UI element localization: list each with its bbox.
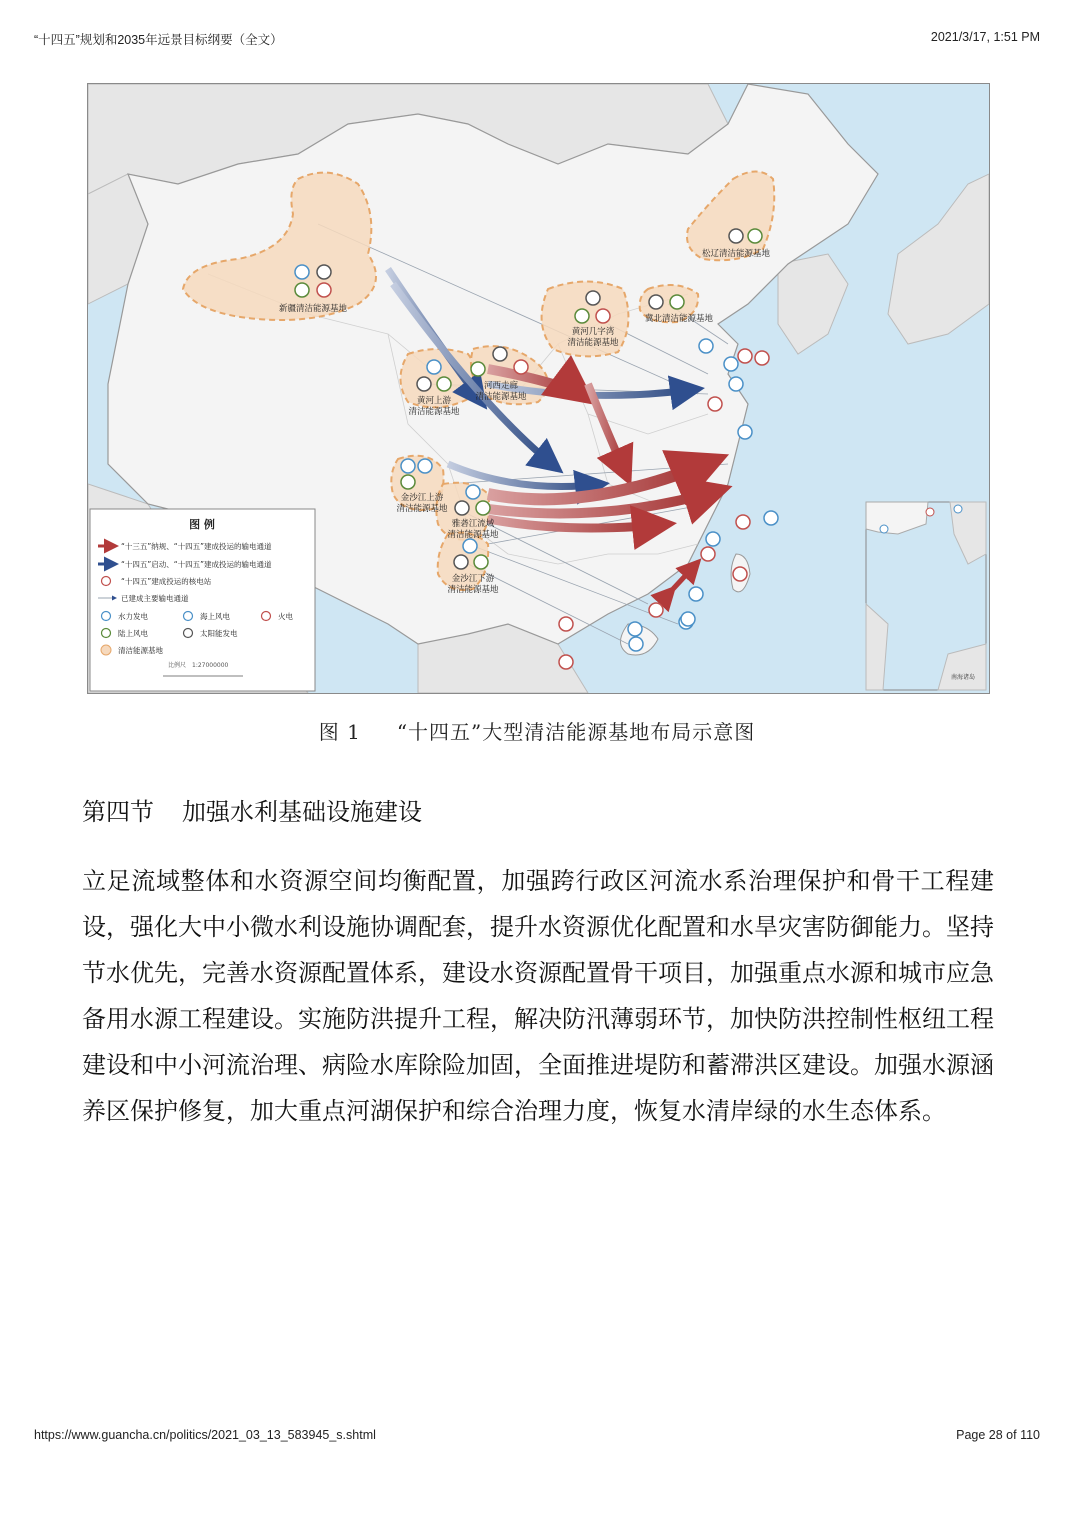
legend-onshore-wind-label: 陆上风电 <box>118 629 148 638</box>
legend-nuclear-label: “十四五”建成投运的核电站 <box>121 577 212 586</box>
label-jinsha-upper-2: 清洁能源基地 <box>396 504 448 514</box>
legend-thermal-label: 火电 <box>278 612 293 621</box>
label-jihe-2: 清洁能源基地 <box>567 338 619 348</box>
legend-offshore-wind-label: 海上风电 <box>200 612 230 621</box>
print-datetime: 2021/3/17, 1:51 PM <box>930 30 1040 44</box>
legend-solar-label: 太阳能发电 <box>200 629 238 638</box>
figure-caption-text: “十四五”大型清洁能源基地布局示意图 <box>396 720 756 744</box>
print-footer <box>34 1428 1040 1448</box>
body-paragraph: 立足流域整体和水资源空间均衡配置，加强跨行政区河流水系治理保护和骨干工程建设，强化大中小微水利设施协调配套，提升水资源优化配置和水旱灾害防御能力。坚持节水优先，完善水资源配置体系，建设水资源配置骨干项目，加强重点水源和城市应急备用水源工程建设。实施防洪提升工程，解决防汛薄弱环节，加快防洪控制性枢纽工程建设和中小河流治理、病险水库除险加固，全面推进堤防和蓄滞洪区建设。加强水源涵养区保护修复，加大重点河湖保护和综合治理力度，恢复水清岸绿的水生态体系。 <box>82 867 994 1125</box>
print-header <box>34 30 1040 50</box>
label-huanghe-upper-2: 清洁能源基地 <box>408 407 460 417</box>
label-jinsha-lower-1: 金沙江下游 <box>451 574 495 584</box>
legend-base-label: 清洁能源基地 <box>118 646 163 655</box>
label-jibei: 冀北清洁能源基地 <box>644 314 714 324</box>
map-svg <box>88 84 989 693</box>
legend-title: 图 例 <box>189 518 215 531</box>
legend-hydro-label: 水力发电 <box>118 612 148 621</box>
figure-caption <box>0 716 1074 745</box>
inset-title: 南海诸岛 <box>950 674 976 681</box>
map-legend <box>90 509 315 691</box>
label-jinsha-upper-1: 金沙江上游 <box>400 493 444 503</box>
label-yalong-2: 清洁能源基地 <box>447 530 499 540</box>
south-china-sea-inset <box>866 502 986 690</box>
legend-scale: 比例尺 1:27000000 <box>168 662 229 669</box>
label-hexi-1: 河西走廊 <box>483 381 519 391</box>
energy-base-map-figure <box>87 83 990 694</box>
section-title: 加强水利基础设施建设 <box>182 798 422 826</box>
page-number: Page 28 of 110 <box>956 1428 1040 1442</box>
label-jinsha-lower-2: 清洁能源基地 <box>447 585 499 595</box>
legend-existing-line-label: 已建成主要输电通道 <box>121 594 189 603</box>
label-hexi-2: 清洁能源基地 <box>475 392 527 402</box>
label-huanghe-upper-1: 黄河上游 <box>416 396 452 406</box>
label-xinjiang: 新疆清洁能源基地 <box>278 304 348 314</box>
document-title: “十四五”规划和2035年远景目标纲要（全文） <box>34 33 283 47</box>
label-jihe-1: 黄河几字湾 <box>571 327 615 337</box>
section-number: 第四节 <box>82 798 154 826</box>
legend-blue-arrow-label: “十四五”启动、“十四五”建成投运的输电通道 <box>121 560 272 569</box>
source-url[interactable]: https://www.guancha.cn/politics/2021_03_13_583945_s.shtml <box>34 1428 376 1442</box>
label-songliao: 松辽清洁能源基地 <box>701 249 771 259</box>
figure-number: 图 1 <box>318 720 361 744</box>
section-heading <box>82 792 422 827</box>
legend-red-arrow-label: “十三五”纳规、“十四五”建成投运的输电通道 <box>121 542 272 551</box>
label-yalong-1: 雅砻江流域 <box>451 519 495 529</box>
